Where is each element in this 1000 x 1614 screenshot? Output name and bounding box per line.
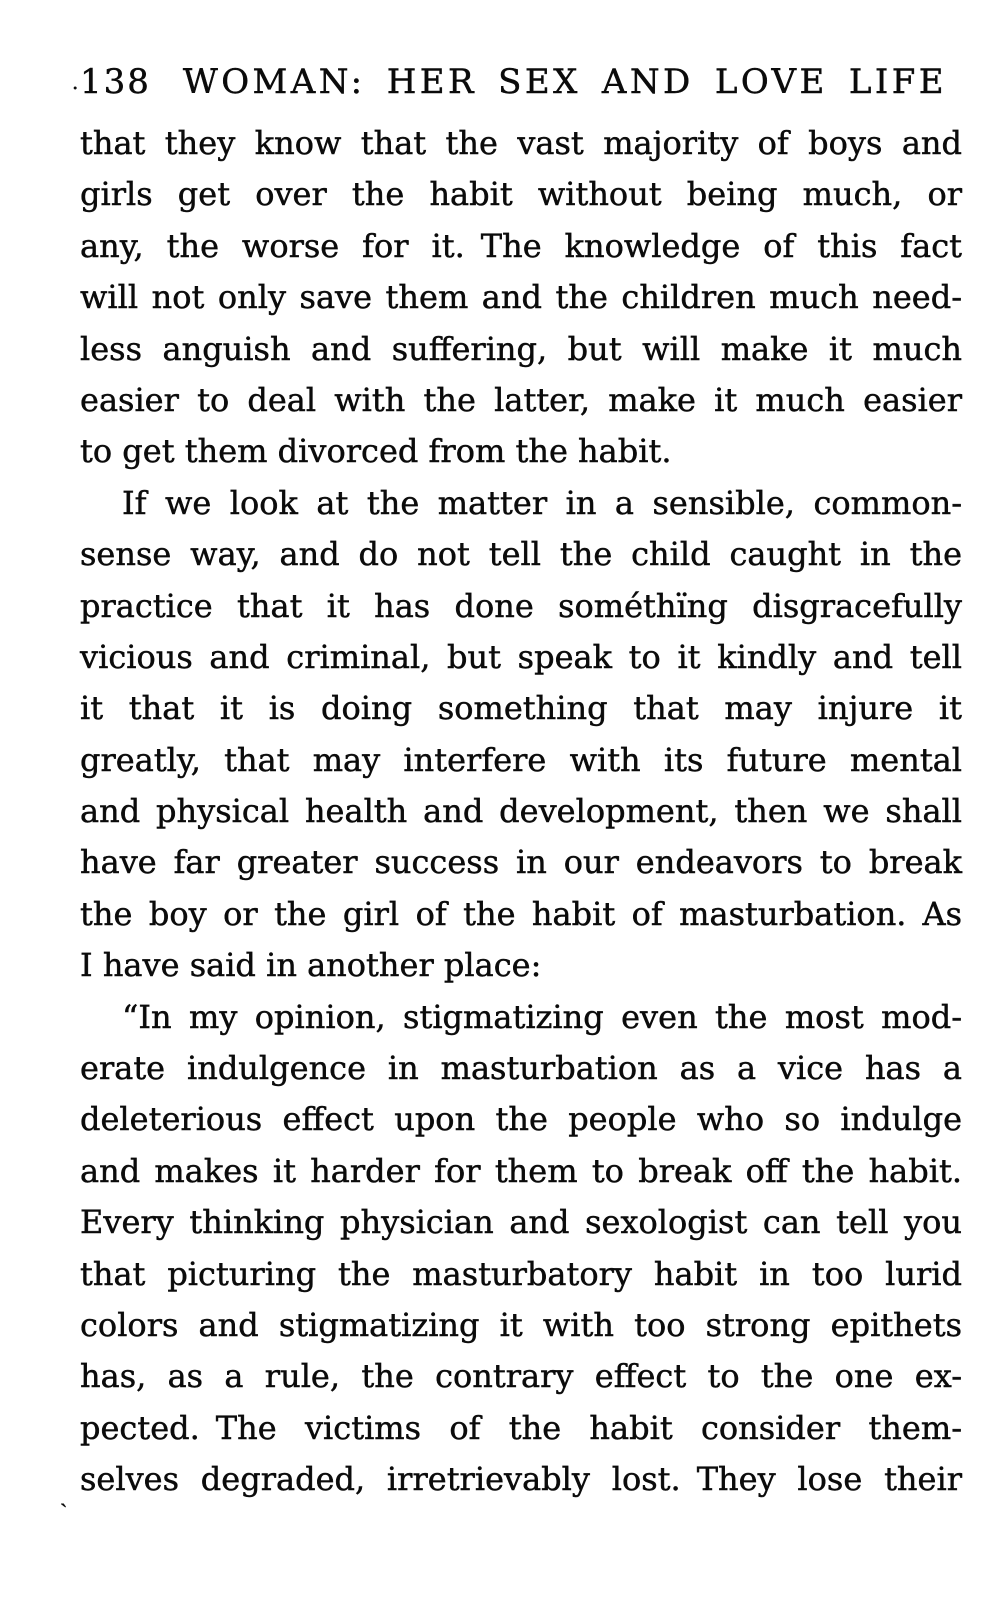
text-line: have far greater success in our endeavors to break	[80, 843, 962, 882]
text-line: greatly, that may interfere with its future mental	[80, 740, 962, 779]
text-line: and makes it harder for them to break off the habit.	[80, 1151, 962, 1190]
text-line: erate indulgence in masturbation as a vice has a	[80, 1049, 962, 1088]
body-text	[80, 118, 962, 1506]
text-line: pected. The victims of the habit consider them-	[80, 1408, 962, 1447]
page-number: 138	[80, 62, 151, 102]
text-line: any, the worse for it. The knowledge of this fact	[80, 226, 962, 265]
text-line: it that it is doing something that may injure it	[80, 689, 962, 728]
text-line: that they know that the vast majority of boys and	[80, 124, 962, 162]
text-line: If we look at the matter in a sensible, common-	[122, 483, 962, 522]
ink-speck: .	[72, 70, 79, 94]
text-line: Every thinking physician and sexologist can tell you	[80, 1203, 962, 1242]
text-line: sense way, and do not tell the child caught in the	[80, 535, 962, 574]
text-line: has, as a rule, the contrary effect to the one ex-	[80, 1357, 962, 1396]
text-line: deleterious effect upon the people who so indulge	[80, 1100, 962, 1139]
text-line: that picturing the masturbatory habit in too lurid	[80, 1254, 962, 1293]
text-line: vicious and criminal, but speak to it kindly and tell	[80, 637, 962, 676]
text-line: less anguish and suffering, but will make it much	[80, 329, 962, 368]
text-line: colors and stigmatizing it with too strong epithets	[80, 1305, 962, 1344]
text-line: easier to deal with the latter, make it much easier	[80, 380, 962, 419]
text-line: will not only save them and the children much need-	[80, 278, 962, 317]
text-line: “In my opinion, stigmatizing even the most mod-	[122, 997, 962, 1036]
text-line: selves degraded, irretrievably lost. They lose their	[80, 1460, 962, 1499]
text-line: the boy or the girl of the habit of masturbation. As	[80, 894, 962, 933]
running-title: WOMAN: HER SEX AND LOVE LIFE	[182, 62, 947, 102]
text-line: girls get over the habit without being much, or	[80, 175, 962, 214]
text-line: to get them divorced from the habit.	[80, 432, 672, 471]
ink-speck: ˏ	[60, 1483, 68, 1508]
running-header	[80, 62, 962, 102]
text-line: and physical health and development, then we shall	[80, 792, 962, 831]
text-line: I have said in another place:	[80, 946, 542, 985]
text-line: practice that it has done sométhïng disgracefully	[80, 586, 962, 625]
